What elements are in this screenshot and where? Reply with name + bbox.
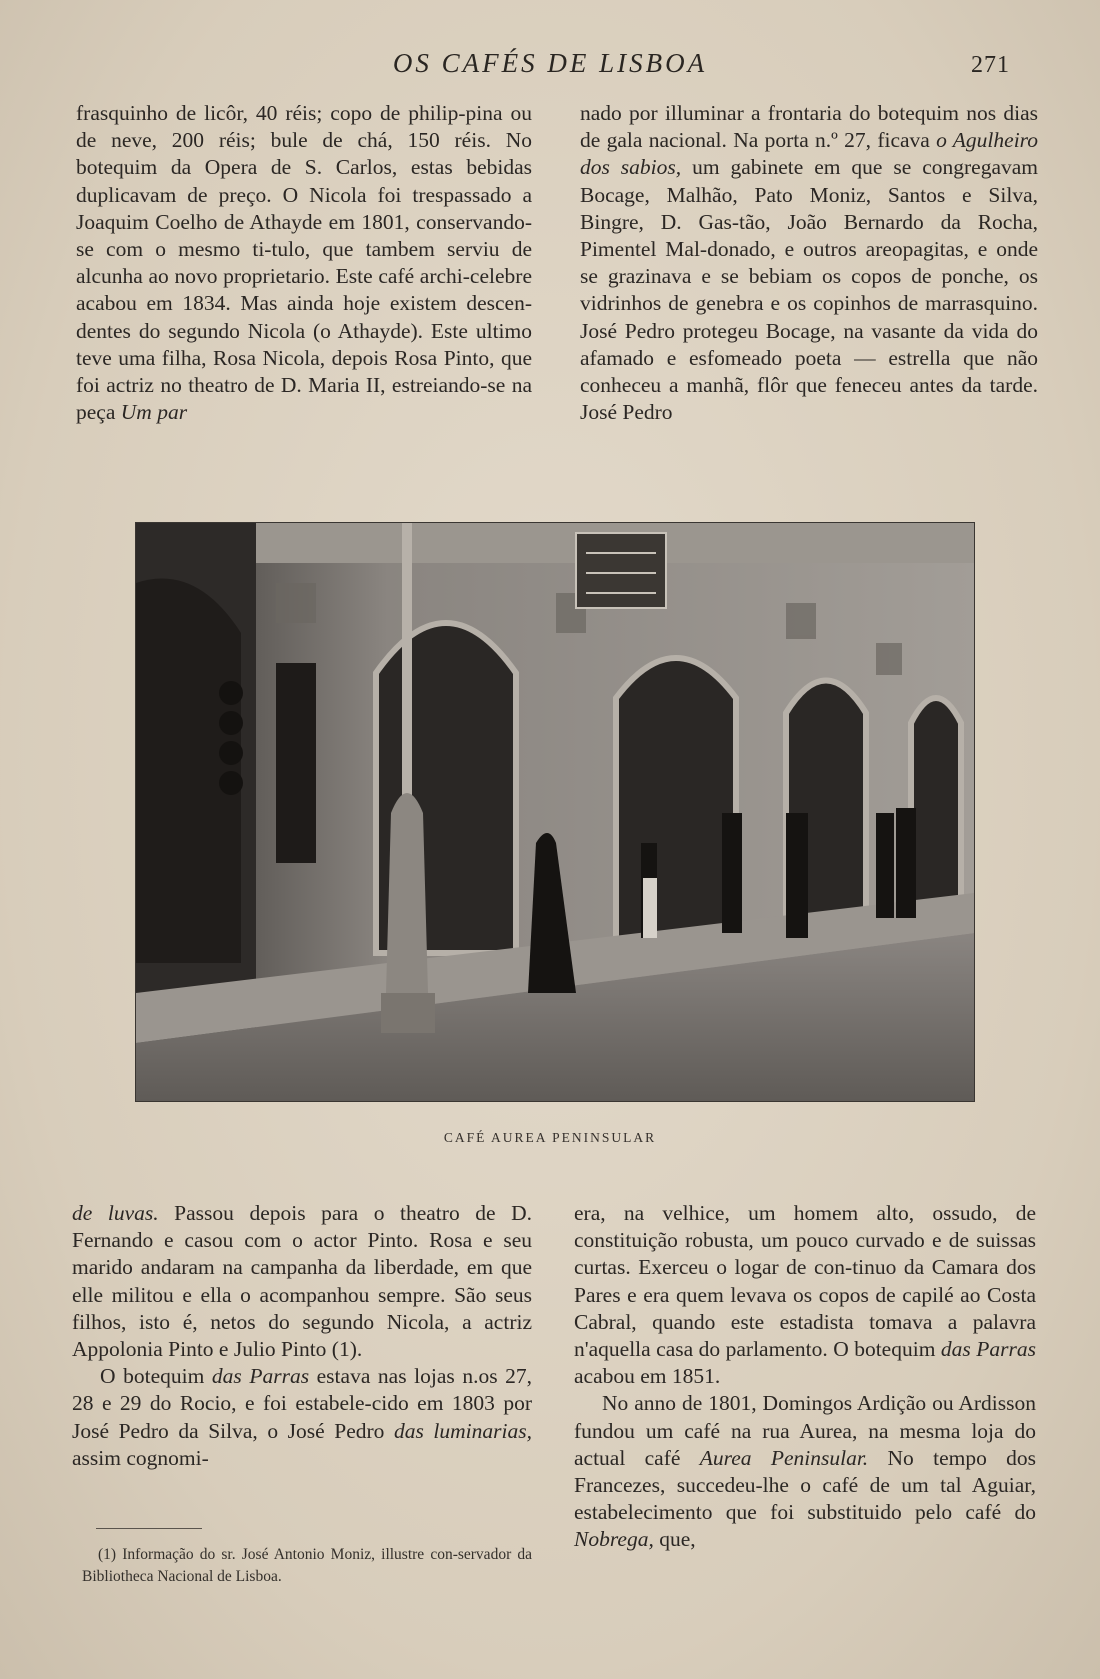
cafe-photograph [135,522,975,1102]
column-top-right [580,100,1038,426]
paragraph-text: O botequim [100,1364,205,1389]
paragraph [72,1200,532,1363]
italic-name: Nobrega, [574,1527,654,1552]
paragraph-text: nado por illuminar a frontaria do botequim nos dias de gala nacional. Na porta n.º 27, ficava [580,101,1038,153]
paragraph [574,1390,1036,1553]
footnote-text: (1) Informação do sr. José Antonio Moniz, illustre con-servador da Bibliotheca Nacional de Lisboa. [82,1546,532,1585]
paragraph [580,100,1038,426]
column-bottom-right [574,1200,1036,1554]
footnote [82,1544,532,1588]
column-top-left [76,100,532,426]
italic-name: das Parras [211,1364,310,1389]
italic-name: das luminarias, [394,1418,532,1443]
column-bottom-left [72,1200,532,1472]
paragraph-text: No tempo dos Francezes, succedeu-lhe o café de um tal Aguiar, estabelecimento que foi substituido pelo café do [574,1445,1037,1525]
paragraph-text: que, [659,1527,696,1552]
cafe-sign [576,533,666,608]
page-number: 271 [971,52,1010,78]
paragraph-text: assim cognomi- [72,1445,209,1470]
paragraph-text: estava nas lojas n.os 27, 28 e 29 do Rocio, e foi estabele-cido em 1803 por José Pedro da Silva, o José Pedro [72,1364,533,1443]
paragraph [574,1200,1036,1390]
photo-caption: CAFÉ AUREA PENINSULAR [443,1130,657,1145]
italic-name: o Agulheiro dos sabios, [580,128,1038,180]
italic-name: das Parras [940,1337,1036,1362]
page-title: OS CAFÉS DE LISBOA [392,48,708,78]
paragraph [72,1363,532,1472]
running-head [0,46,1100,86]
paragraph-text: frasquinho de licôr, 40 réis; copo de philip-pina ou de neve, 200 réis; bule de chá, 150 réis. No botequim da Opera de S. Carlos, estas bebidas duplicavam de preço. O Nicola foi trespassado a Joaquim Coelho de Athayde em 1801, conservando-se com o mesmo ti-tulo, que tambem serviu de alcunha ao novo proprietario. Este café archi-celebre acabou em 1834. Mas ainda hoje existem descen-dentes do segundo Nicola (o Athayde). Este ultimo teve uma filha, Rosa Nicola, depois Rosa Pinto, que foi actriz no theatro de D. Maria II, estreiando-se na peça [76,101,532,425]
paragraph-text: acabou em 1851. [574,1364,721,1389]
paragraph-text: Passou depois para o theatro de D. Fernando e casou com o actor Pinto. Rosa e seu marido andaram na campanha da liberdade, em que elle militou e ella o acompanhou sempre. São seus filhos, isto é, netos do segundo Nicola, a actriz Appolonia Pinto e Julio Pinto (1). [72,1201,532,1362]
photograph-illustration [136,523,974,1101]
italic-name: Aurea Peninsular. [699,1445,869,1470]
paragraph [76,100,532,426]
italic-title: Um par [120,400,188,425]
paragraph-text: era, na velhice, um homem alto, ossudo, de constituição robusta, um pouco curvado e de suissas curtas. Exerceu o logar de con-tinuo da Camara dos Pares e era quem levava os copos de capilé ao Costa Cabral, quando este estadista tomava a palavra n'aquella casa do parlamento. O botequim [574,1201,1036,1362]
paragraph-text: No anno de 1801, Domingos Ardição ou Ardisson fundou um café na rua Aurea, na mesma loja do actual café [574,1391,1036,1470]
italic-title: de luvas. [72,1201,159,1225]
paragraph-text: um gabinete em que se congregavam Bocage, Malhão, Pato Moniz, Santos e Silva, Bingre, D. Gas-tão, João Bernardo da Rocha, Pimentel Mal-donado, e outros areopagitas, e onde se grazinava e se bebiam os copos de ponche, os vidrinhos de genebra e os copinhos de marrasquino. José Pedro protegeu Bocage, na vasante da vida do afamado e esfomeado poeta — estrella que não conheceu a manhã, flôr que feneceu antes da tarde. José Pedro [580,155,1039,425]
footnote-divider [96,1528,202,1529]
